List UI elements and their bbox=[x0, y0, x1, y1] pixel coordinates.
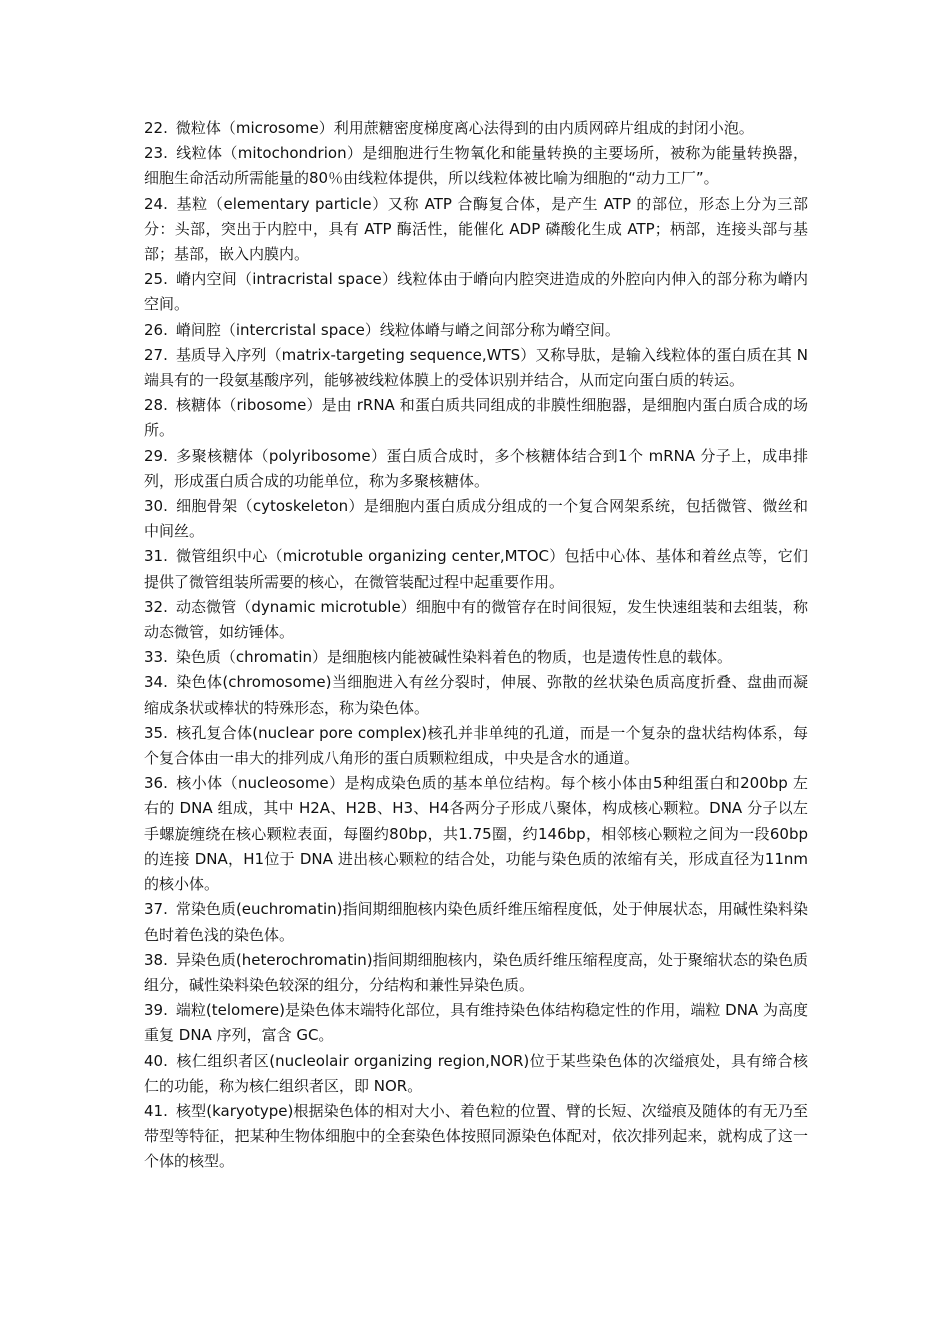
entry-number: 30. bbox=[144, 497, 168, 516]
glossary-entry bbox=[144, 1049, 808, 1099]
glossary-entry bbox=[144, 771, 808, 897]
entry-text: 线粒体（mitochondrion）是细胞进行生物氧化和能量转换的主要场所，被称为能量转换器，细胞生命活动所需能量的80％由线粒体提供，所以线粒体被比喻为细胞的“动力工厂”。 bbox=[144, 144, 808, 188]
entry-number: 38. bbox=[144, 950, 168, 969]
entry-number: 31. bbox=[144, 547, 168, 566]
glossary-entry bbox=[144, 343, 808, 393]
entry-number: 34. bbox=[144, 673, 168, 692]
entry-text: 微管组织中心（microtuble organizing center,MTOC）包括中心体、基体和着丝点等，它们提供了微管组装所需要的核心，在微管装配过程中起重要作用。 bbox=[144, 547, 808, 591]
entry-number: 35. bbox=[144, 723, 168, 742]
entry-text: 嵴间腔（intercristal space）线粒体嵴与嵴之间部分称为嵴空间。 bbox=[175, 320, 620, 339]
entry-number: 40. bbox=[144, 1051, 168, 1070]
glossary-entry bbox=[144, 318, 808, 343]
entry-text: 染色质（chromatin）是细胞核内能被碱性染料着色的物质，也是遗传性息的载体。 bbox=[175, 648, 732, 667]
entry-number: 25. bbox=[144, 270, 168, 289]
entry-text: 多聚核糖体（polyribosome）蛋白质合成时，多个核糖体结合到1个 mRNA 分子上，成串排列，形成蛋白质合成的功能单位，称为多聚核糖体。 bbox=[144, 446, 808, 490]
glossary-entry bbox=[144, 116, 808, 141]
glossary-entry bbox=[144, 444, 808, 494]
glossary-entry bbox=[144, 670, 808, 720]
entry-number: 39. bbox=[144, 1001, 168, 1020]
entry-text: 异染色质(heterochromatin)指间期细胞核内，染色质纤维压缩程度高，处于聚缩状态的染色质组分，碱性染料染色较深的组分，分结构和兼性异染色质。 bbox=[144, 950, 808, 994]
glossary-entry bbox=[144, 948, 808, 998]
entry-number: 32. bbox=[144, 597, 168, 616]
glossary-entry bbox=[144, 141, 808, 191]
glossary-entry bbox=[144, 1099, 808, 1175]
entry-number: 28. bbox=[144, 396, 168, 415]
entry-text: 微粒体（microsome）利用蔗糖密度梯度离心法得到的由内质网碎片组成的封闭小泡。 bbox=[175, 119, 754, 137]
glossary-entry bbox=[144, 998, 808, 1048]
entry-text: 常染色质(euchromatin)指间期细胞核内染色质纤维压缩程度低，处于伸展状态，用碱性染料染色时着色浅的染色体。 bbox=[144, 900, 808, 944]
entry-text: 核糖体（ribosome）是由 rRNA 和蛋白质共同组成的非膜性细胞器，是细胞内蛋白质合成的场所。 bbox=[144, 396, 808, 440]
entry-text: 嵴内空间（intracristal space）线粒体由于嵴向内腔突进造成的外腔向内伸入的部分称为嵴内空间。 bbox=[144, 270, 808, 314]
glossary-entry bbox=[144, 192, 808, 268]
glossary-entry bbox=[144, 393, 808, 443]
glossary-entry bbox=[144, 645, 808, 670]
glossary-entry bbox=[144, 544, 808, 594]
entry-number: 29. bbox=[144, 446, 168, 465]
entry-text: 端粒(telomere)是染色体末端特化部位，具有维持染色体结构稳定性的作用，端粒 DNA 为高度重复 DNA 序列，富含 GC。 bbox=[144, 1001, 808, 1045]
entry-number: 41. bbox=[144, 1101, 168, 1120]
glossary-entry bbox=[144, 267, 808, 317]
entry-number: 24. bbox=[144, 194, 168, 213]
entry-text: 染色体(chromosome)当细胞进入有丝分裂时，伸展、弥散的丝状染色质高度折叠、盘曲而凝缩成条状或棒状的特殊形态，称为染色体。 bbox=[144, 673, 808, 717]
glossary-entry bbox=[144, 595, 808, 645]
glossary-entry bbox=[144, 721, 808, 771]
entry-text: 动态微管（dynamic microtuble）细胞中有的微管存在时间很短，发生快速组装和去组装，称动态微管，如纺锤体。 bbox=[144, 597, 808, 642]
entry-text: 核仁组织者区(nucleolair organizing region,NOR)位于某些染色体的次缢痕处，具有缔合核仁的功能，称为核仁组织者区，即 NOR。 bbox=[144, 1051, 808, 1095]
entry-text: 基粒（elementary particle）又称 ATP 合酶复合体，是产生 ATP 的部位，形态上分为三部分：头部，突出于内腔中，具有 ATP 酶活性，能催化 ADP 磷酸化生成 ATP；柄部，连接头部与基部；基部，嵌入内膜内。 bbox=[144, 194, 808, 264]
entry-number: 36. bbox=[144, 774, 168, 793]
entry-text: 细胞骨架（cytoskeleton）是细胞内蛋白质成分组成的一个复合网架系统，包括微管、微丝和中间丝。 bbox=[144, 497, 808, 541]
entry-number: 37. bbox=[144, 900, 168, 919]
entry-number: 27. bbox=[144, 345, 168, 364]
glossary-entry bbox=[144, 494, 808, 544]
entry-text: 核孔复合体(nuclear pore complex)核孔并非单纯的孔道，而是一个复杂的盘状结构体系，每个复合体由一串大的排列成八角形的蛋白质颗粒组成，中央是含水的通道。 bbox=[144, 723, 808, 768]
glossary-entry bbox=[144, 897, 808, 947]
glossary-list bbox=[144, 116, 808, 1175]
entry-number: 23. bbox=[144, 144, 168, 163]
entry-text: 基质导入序列（matrix-targeting sequence,WTS）又称导肽，是输入线粒体的蛋白质在其 N 端具有的一段氨基酸序列，能够被线粒体膜上的受体识别并结合，从而定向蛋白质的转运。 bbox=[144, 345, 808, 390]
entry-number: 33. bbox=[144, 648, 168, 667]
entry-text: 核小体（nucleosome）是构成染色质的基本单位结构。每个核小体由5种组蛋白和200bp 左右的 DNA 组成，其中 H2A、H2B、H3、H4各两分子形成八聚体，构成核心颗粒。DNA 分子以左手螺旋缠绕在核心颗粒表面，每圈约80bp，共1.75圈，约146bp，相邻核心颗粒之间为一段60bp 的连接 DNA，H1位于 DNA 进出核心颗粒的结合处，功能与染色质的浓缩有关，形成直径为11nm 的核小体。 bbox=[144, 774, 808, 894]
entry-text: 核型(karyotype)根据染色体的相对大小、着色粒的位置、臂的长短、次缢痕及随体的有无乃至带型等特征，把某种生物体细胞中的全套染色体按照同源染色体配对，依次排列起来，就构成了这一个体的核型。 bbox=[144, 1101, 808, 1171]
entry-number: 26. bbox=[144, 320, 168, 339]
entry-number: 22. bbox=[144, 119, 168, 137]
